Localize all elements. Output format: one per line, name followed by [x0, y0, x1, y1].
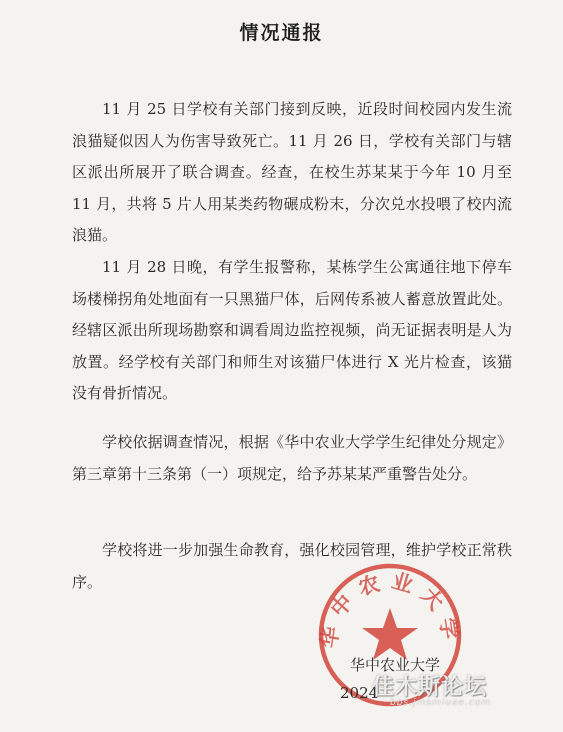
- signature-organization: 华中农业大学: [350, 656, 441, 674]
- watermark-text: 佳木斯论坛: [372, 675, 488, 700]
- watermark-url: bbs.jmsmiuae.com: [390, 698, 492, 708]
- paragraph-3: 学校依据调查情况，根据《华中农业大学学生纪律处分规定》第三章第十三条第（一）项规定，给予苏某某严重警告处分。: [72, 433, 512, 483]
- signature-date: 2024: [340, 684, 379, 702]
- paragraph-1: 11 月 25 日学校有关部门接到反映，近段时间校园内发生流浪猫疑似因人为伤害导致死亡。11 月 26 日，学校有关部门与辖区派出所展开了联合调查。经查，在校生苏某某于今年 10 月至 11 月，共将 5 片人用某类药物碾成粉末，分次兑水投喂了校内流浪猫。: [72, 100, 512, 244]
- paragraph-2: 11 月 28 日晚，有学生报警称，某栋学生公寓通往地下停车场楼梯拐角处地面有一只黑猫尸体，后网传系被人蓄意放置此处。经辖区派出所现场勘察和调看周边监控视频，尚无证据表明是人为放置。经学校有关部门和师生对该猫尸体进行 X 光片检查，该猫没有骨折情况。: [72, 258, 512, 402]
- document-title: 情况通报: [239, 22, 324, 44]
- paragraph-4: 学校将进一步加强生命教育，强化校园管理，维护学校正常秩序。: [72, 541, 512, 591]
- seal-text: 华中农业大学: [315, 567, 465, 650]
- seal-star-icon: [362, 608, 418, 660]
